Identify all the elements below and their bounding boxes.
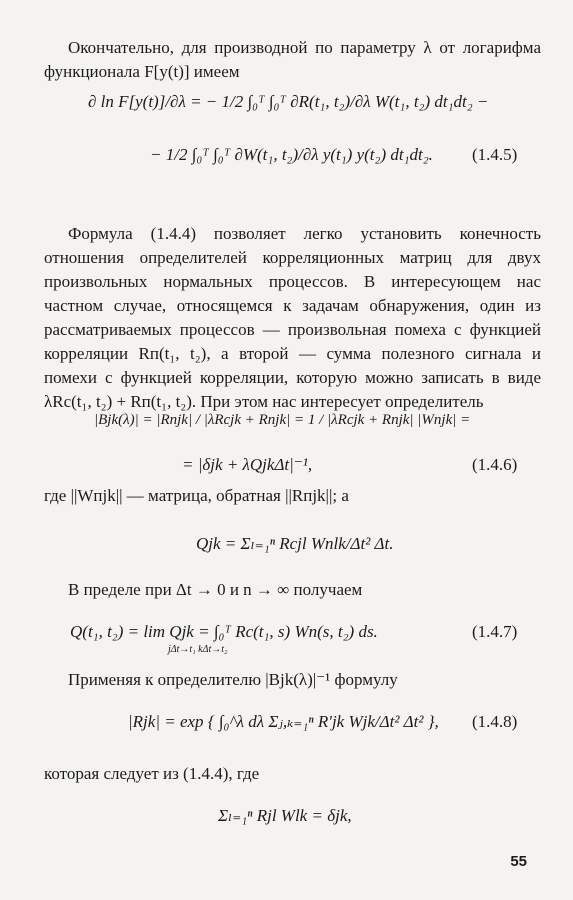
limit-text: В пределе при Δt → 0 и n → ∞ получаем: [68, 580, 363, 599]
equation-number: (1.4.5): [472, 145, 518, 164]
equation-body: Q(t₁, t₂) = lim Qjk = ∫₀ᵀ Rc(t₁, s) Wп(s, t₂) ds.: [70, 622, 378, 641]
equation-body: ∂ ln F[y(t)]/∂λ = − 1/2 ∫₀ᵀ ∫₀ᵀ ∂R(t₁, t₂)/∂λ W(t₁, t₂) dt₁dt₂ −: [88, 92, 489, 111]
equation-number: (1.4.6): [472, 455, 518, 474]
equation-body: − 1/2 ∫₀ᵀ ∫₀ᵀ ∂W(t₁, t₂)/∂λ y(t₁) y(t₂) dt₁dt₂.: [150, 145, 433, 164]
follow-text: которая следует из (1.4.4), где: [44, 764, 260, 783]
equation-body: = |δjk + λQjkΔt|⁻¹,: [182, 455, 313, 474]
equation-body: Qjk = Σₗ₌₁ⁿ Rcjl Wпlk/Δt² Δt.: [196, 534, 394, 553]
apply-text: Применяя к определителю |Bjk(λ)|⁻¹ формулу: [68, 670, 398, 689]
where-line: где ||Wпjk|| — матрица, обратная ||Rпjk||; а: [44, 486, 349, 505]
body-paragraph: Формула (1.4.4) позволяет легко установить конечность отношения определителей корреляционных матриц для двух произвольных нормальных процессов. В интересующем нас частном случае, относящемся к задачам обнаружения, один из рассматриваемых процессов — произвольная помеха с функцией корреляции Rп(t₁, t₂), а второй — сумма полезного сигнала и помехи с функцией корреляции, которую можно записать в виде λRc(t₁, t₂) + Rп(t₁, t₂). При этом нас интересует определитель: [44, 224, 541, 411]
equation-number: (1.4.8): [472, 712, 518, 731]
equation-body: |Bjk(λ)| = |Rпjk| / |λRcjk + Rпjk| = 1 / |λRcjk + Rпjk| |Wпjk| =: [94, 412, 471, 428]
equation-body: |Rjk| = exp { ∫₀^λ dλ Σⱼ,ₖ₌₁ⁿ R′jk Wjk/Δt² Δt² },: [128, 712, 439, 731]
intro-paragraph: Окончательно, для производной по параметру λ от логарифма функционала F[y(t)] имеем: [44, 38, 541, 81]
equation-number: (1.4.7): [472, 622, 518, 641]
limit-subscript: jΔt→t₁ kΔt→t₂: [168, 644, 228, 655]
equation-body: Σₗ₌₁ⁿ Rjl Wlk = δjk,: [218, 806, 352, 825]
page-number: 55: [510, 853, 527, 870]
